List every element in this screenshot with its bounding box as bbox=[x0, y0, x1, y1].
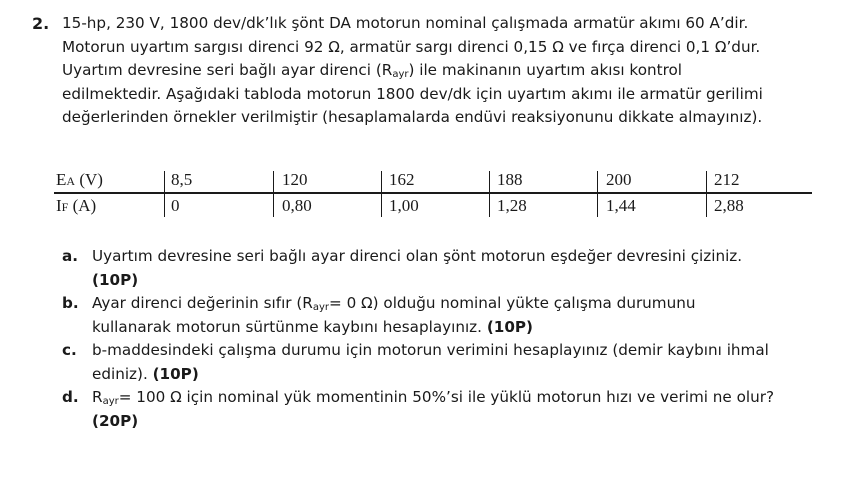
item-letter: a. bbox=[62, 247, 79, 265]
table-cell: 212 bbox=[714, 170, 740, 189]
sub-question-d bbox=[62, 386, 842, 433]
item-points: (10P) bbox=[486, 317, 533, 336]
question-line: 15-hp, 230 V, 1800 dev/dk’lık şönt DA motorun nominal çalışmada armatür akımı 60 A’dir. bbox=[62, 14, 749, 32]
question-line: değerlerinden örnekler verilmiştir (hesaplamalarda endüvi reaksiyonunu dikkate almayınız). bbox=[62, 108, 763, 126]
table-cell: 120 bbox=[282, 170, 308, 189]
table-row bbox=[54, 195, 812, 219]
row-label-if: IF (A) bbox=[56, 196, 97, 215]
item-line: ediniz). (10P) bbox=[92, 364, 199, 383]
table-cell: 0,80 bbox=[282, 196, 312, 215]
item-line: $R_{ayr}= 100$ Ω için nominal yük momentinin 50%’si ile yüklü motorun hızı ve verimi ne olur? bbox=[92, 388, 775, 407]
table-row bbox=[54, 169, 812, 193]
table-cell: 200 bbox=[606, 170, 632, 189]
table-column-separator bbox=[164, 171, 165, 217]
question-line: Uyartım devresine seri bağlı ayar direnci $(R_{ayr})$ ile makinanın uyartım akısı kontrol bbox=[62, 61, 682, 80]
item-line: Ayar direnci değerinin sıfır ($R_{ayr}= 0$ Ω) olduğu nominal yükte çalışma durumunu bbox=[92, 294, 696, 313]
item-line: kullanarak motorun sürtünme kaybını hesaplayınız. (10P) bbox=[92, 317, 533, 336]
question-line: edilmektedir. Aşağıdaki tabloda motorun 1800 dev/dk için uyartım akımı ile armatür gerilimi bbox=[62, 84, 763, 103]
item-letter: d. bbox=[62, 388, 79, 406]
table-cell: 1,00 bbox=[389, 196, 419, 215]
table-column-separator bbox=[597, 171, 598, 217]
question-number: 2. bbox=[32, 14, 50, 33]
table-column-separator bbox=[489, 171, 490, 217]
data-table bbox=[54, 169, 812, 221]
table-cell: 162 bbox=[389, 170, 415, 189]
table-divider bbox=[54, 192, 812, 194]
item-points: (10P) bbox=[92, 270, 139, 289]
sub-question-a bbox=[62, 245, 842, 292]
item-letter: c. bbox=[62, 341, 77, 359]
table-column-separator bbox=[381, 171, 382, 217]
table-cell: 1,28 bbox=[497, 196, 527, 215]
table-column-separator bbox=[706, 171, 707, 217]
item-letter: b. bbox=[62, 294, 79, 312]
table-cell: 0 bbox=[171, 196, 180, 215]
item-line: b-maddesindeki çalışma durumu için motorun verimini hesaplayınız (demir kaybını ihmal bbox=[92, 341, 769, 359]
table-cell: 188 bbox=[497, 170, 523, 189]
question-line: Motorun uyartım sargısı direnci 92 Ω, armatür sargı direnci 0,15 Ω ve fırça direnci 0,1 Ω’dur. bbox=[62, 37, 761, 56]
table-cell: 1,44 bbox=[606, 196, 636, 215]
item-points: (20P) bbox=[92, 411, 139, 430]
sub-questions bbox=[62, 245, 842, 433]
row-label-ea: EA (V) bbox=[56, 170, 103, 189]
sub-question-c bbox=[62, 339, 842, 386]
item-line: Uyartım devresine seri bağlı ayar direnci olan şönt motorun eşdeğer devresini çiziniz. bbox=[92, 247, 743, 265]
table-cell: 8,5 bbox=[171, 170, 193, 189]
table-column-separator bbox=[273, 171, 274, 217]
item-points: (10P) bbox=[152, 364, 199, 383]
question-text bbox=[62, 12, 842, 130]
table-cell: 2,88 bbox=[714, 196, 744, 215]
sub-question-b bbox=[62, 292, 842, 339]
